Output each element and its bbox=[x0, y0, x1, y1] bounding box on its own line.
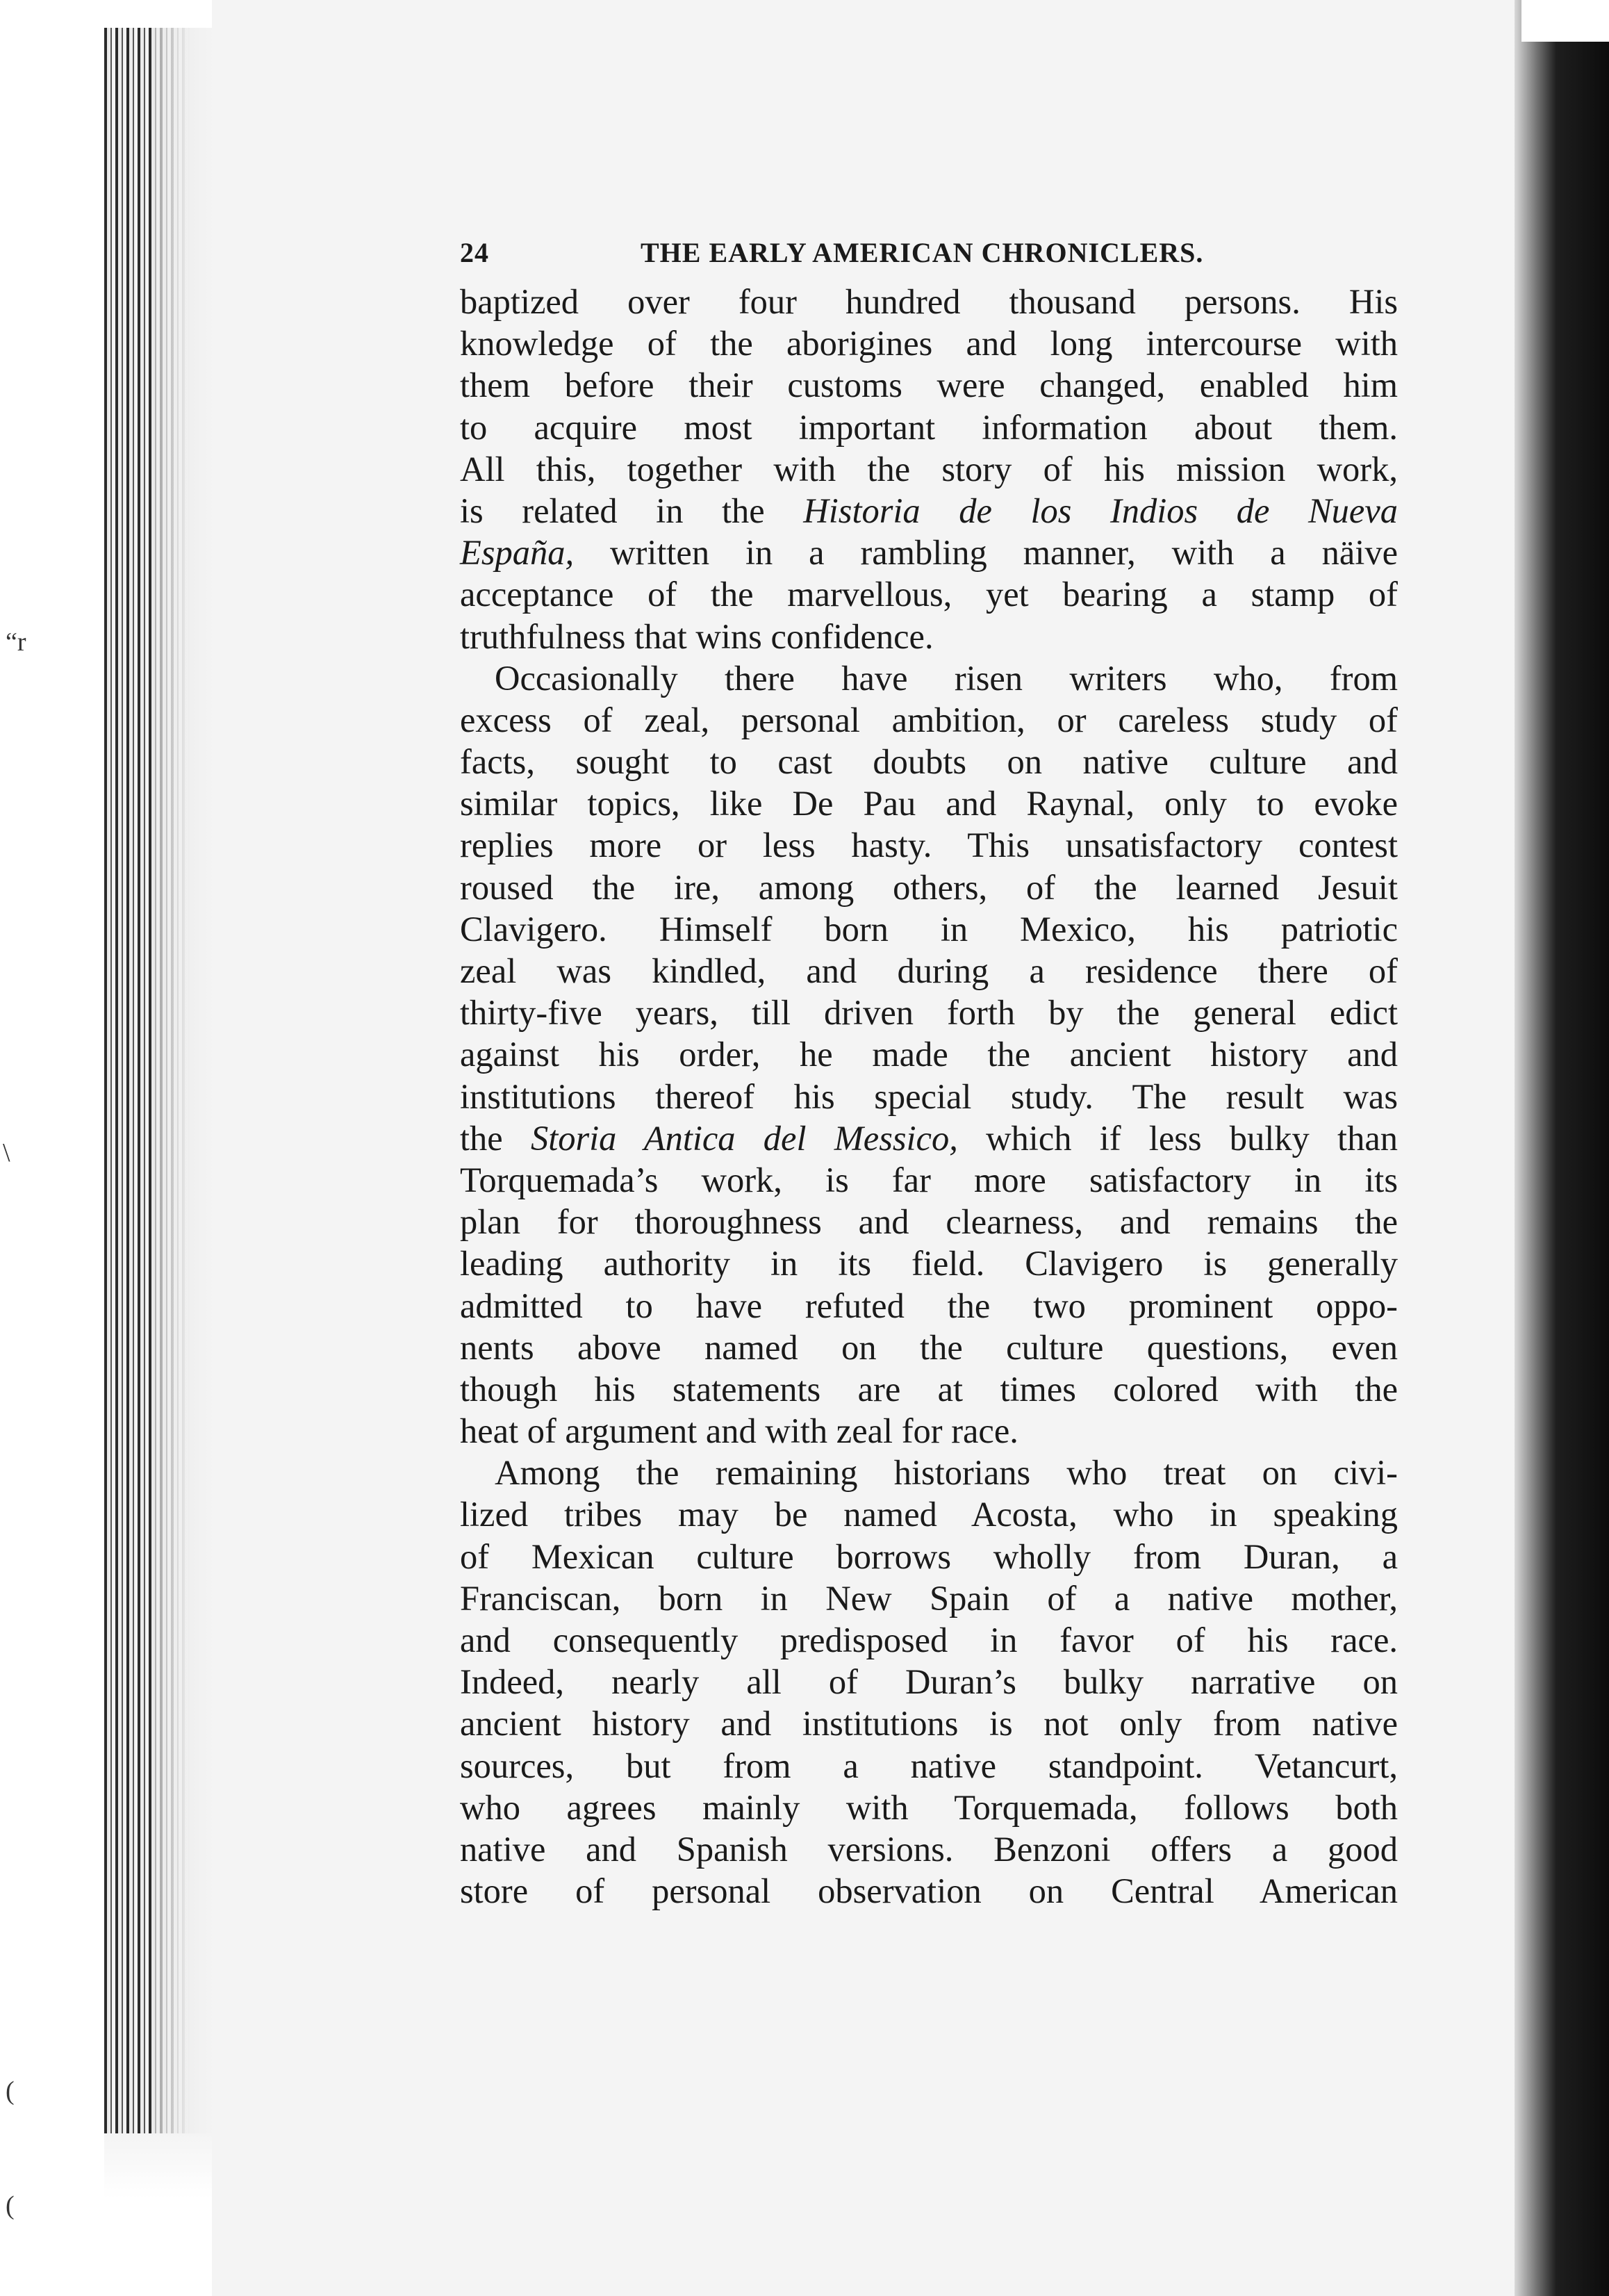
paragraph bbox=[460, 1452, 1398, 1912]
text-line: All this, together with the story of his mission work, bbox=[460, 449, 1398, 489]
text-line: is related in the Historia de los Indios de Nueva bbox=[460, 491, 1398, 530]
margin-mark: “r bbox=[6, 628, 26, 657]
page-edge-shading bbox=[153, 0, 215, 2296]
text-line: Among the remaining historians who treat on civi- bbox=[495, 1453, 1398, 1493]
page-block-top bbox=[104, 0, 215, 28]
text-line: knowledge of the aborigines and long intercourse with bbox=[460, 324, 1398, 363]
text-line: Occasionally there have risen writers who, from bbox=[495, 658, 1398, 698]
binding-shadow bbox=[1515, 0, 1609, 2296]
page-block-bottom bbox=[104, 2133, 215, 2296]
text-line: native and Spanish versions. Benzoni offers a good bbox=[460, 1829, 1398, 1869]
text-line: of Mexican culture borrows wholly from Duran, a bbox=[460, 1536, 1398, 1576]
running-head bbox=[460, 236, 1398, 278]
italic-title: Historia de los Indios de Nueva bbox=[803, 491, 1398, 530]
text-line: Torquemada’s work, is far more satisfactory in its bbox=[460, 1160, 1398, 1199]
text-line: thirty-five years, till driven forth by the general edict bbox=[460, 993, 1398, 1033]
text-line: lized tribes may be named Acosta, who in speaking bbox=[460, 1495, 1398, 1534]
text-line: store of personal observation on Central American bbox=[460, 1871, 1398, 1911]
text-line: institutions thereof his special study. The result was bbox=[460, 1076, 1398, 1116]
text-line: them before their customs were changed, enabled him bbox=[460, 366, 1398, 405]
text-line: Clavigero. Himself born in Mexico, his patriotic bbox=[460, 909, 1398, 949]
page-content bbox=[460, 236, 1398, 1912]
margin-mark: ( bbox=[6, 2191, 15, 2220]
margin-mark: ( bbox=[6, 2076, 15, 2106]
text-line: España, written in a rambling manner, with a näive bbox=[460, 533, 1398, 573]
binding-top bbox=[1521, 0, 1609, 42]
text-line: admitted to have refuted the two prominent oppo- bbox=[460, 1286, 1398, 1325]
text-line: acceptance of the marvellous, yet bearing a stamp of bbox=[460, 575, 1398, 614]
text-line: zeal was kindled, and during a residence there of bbox=[460, 951, 1398, 990]
text-line: Indeed, nearly all of Duran’s bulky narrative on bbox=[460, 1662, 1398, 1702]
text-line: nents above named on the culture questions, even bbox=[460, 1327, 1398, 1367]
text-line: and consequently predisposed in favor of his race. bbox=[460, 1621, 1398, 1659]
margin-mark: \ bbox=[3, 1138, 10, 1167]
text-line: excess of zeal, personal ambition, or careless study of bbox=[460, 700, 1398, 739]
text-line: similar topics, like De Pau and Raynal, only to evoke bbox=[460, 784, 1398, 823]
text-line: plan for thoroughness and clearness, and remains the bbox=[460, 1202, 1398, 1242]
text-line: heat of argument and with zeal for race. bbox=[460, 1411, 1018, 1451]
text-line: sources, but from a native standpoint. Vetancurt, bbox=[460, 1746, 1398, 1785]
italic-title: España, bbox=[460, 533, 575, 573]
text-line: replies more or less hasty. This unsatisfactory contest bbox=[460, 826, 1398, 865]
text-line: the Storia Antica del Messico, which if less bulky than bbox=[460, 1118, 1398, 1158]
text-line: truthfulness that wins confidence. bbox=[460, 616, 934, 656]
text-line: facts, sought to cast doubts on native culture and bbox=[460, 742, 1398, 782]
paragraph bbox=[460, 657, 1398, 1452]
body-text bbox=[460, 281, 1398, 1912]
page-number: 24 bbox=[460, 237, 489, 268]
text-line: roused the ire, among others, of the learned Jesuit bbox=[460, 867, 1398, 907]
running-title: THE EARLY AMERICAN CHRONICLERS. bbox=[641, 237, 1204, 268]
text-line: who agrees mainly with Torquemada, follows both bbox=[460, 1787, 1398, 1827]
italic-title: Storia Antica del Messico, bbox=[530, 1118, 958, 1158]
text-line: leading authority in its field. Clavigero is generally bbox=[460, 1244, 1398, 1284]
paragraph bbox=[460, 281, 1398, 657]
text-line: to acquire most important information about them. bbox=[460, 407, 1398, 447]
text-line: though his statements are at times colored with the bbox=[460, 1369, 1398, 1409]
text-line: ancient history and institutions is not only from native bbox=[460, 1704, 1398, 1744]
text-line: against his order, he made the ancient history and bbox=[460, 1035, 1398, 1074]
text-line: Franciscan, born in New Spain of a native mother, bbox=[460, 1578, 1398, 1618]
text-line: baptized over four hundred thousand persons. His bbox=[460, 282, 1398, 321]
